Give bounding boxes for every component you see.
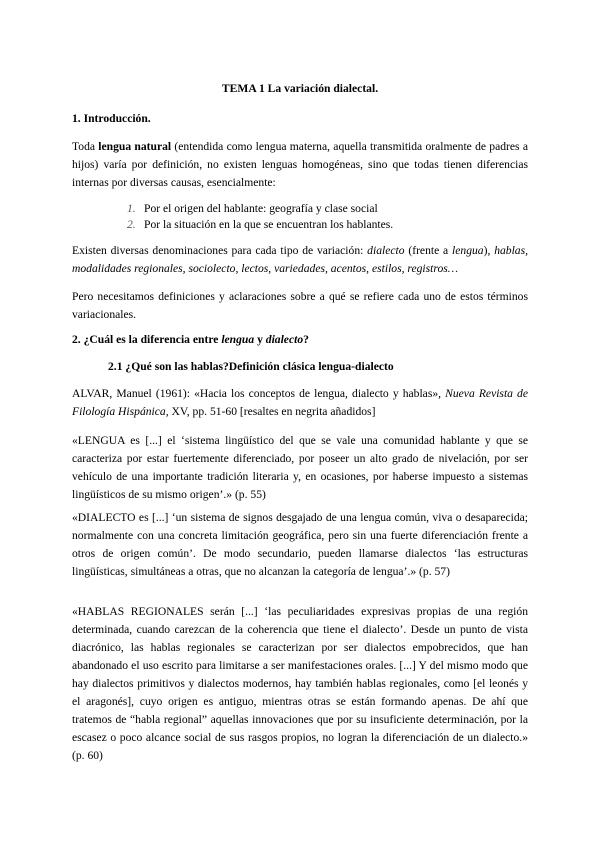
cause-item-2 xyxy=(127,216,393,233)
denominations-pre: Existen diversas denominaciones para cada tipo de variación: xyxy=(72,244,368,257)
quote-dialecto: «DIALECTO es [...] ‘un sistema de signos desgajado de una lengua común, viva o desaparecida; normalmente con una concreta limitación geográfica, pero sin una fuerte diferenciación frente a otros de origen común’. De modo secundario, pueden llamarse dialectos ‘las estructuras lingüísticas, simultáneas a otras, que no alcanzan la categoría de lengua’.» (p. 57) xyxy=(72,511,528,578)
cause-number-1: 1. xyxy=(127,202,136,215)
section-2-dialecto: dialecto xyxy=(265,333,304,346)
reference-post: , XV, pp. 51-60 [resaltes en negrita añadidos] xyxy=(165,405,376,418)
variation-terms-list: hablas, modalidades regionales, sociolecto, lectos, variedades, acentos, estilos, registros… xyxy=(72,244,529,275)
cause-number-2: 2. xyxy=(127,218,136,231)
reference-journal: Nueva Revista de Filología Hispánica xyxy=(72,387,528,418)
cause-text-2: Por la situación en la que se encuentran los hablantes. xyxy=(144,218,394,231)
reference-pre: ALVAR, Manuel (1961): «Hacia los conceptos de lengua, dialecto y hablas», xyxy=(72,387,446,400)
section-2-lengua: lengua xyxy=(221,333,255,346)
definitions-paragraph: Pero necesitamos definiciones y aclaraciones sobre a qué se refiere cada uno de estos términos variacionales. xyxy=(72,290,528,321)
document-title: TEMA 1 La variación dialectal. xyxy=(221,82,379,95)
section-2-1-heading: 2.1 ¿Qué son las hablas?Definición clásica lengua-dialecto xyxy=(108,360,394,373)
denominations-paragraph xyxy=(72,242,528,278)
quote-hablas-regionales: «HABLAS REGIONALES serán [...] ‘las peculiaridades expresivas propias de una región determinada, cuando carezcan de la coherencia que tiene el dialecto’. Desde un punto de vista diacrónico, las hablas regionales se caracterizan por ser dialectos empobrecidos, que han abandonado el uso escrito para limitarse a ser manifestaciones orales. [...] Y del mismo modo que hay dialectos primitivos y dialectos modernos, hay también hablas regionales, como [el leonés y el aragonés], cuyo origen es antiguo, mientras otras se están formando apenas. De ahí que tratemos de “habla regional” aquellas innovaciones que por su insuficiente determinación, por la escasez o poco alcance social de sus rasgos propios, no logran la diferenciación de un dialecto.» (p. 60) xyxy=(72,605,528,762)
section-2-post: ? xyxy=(303,333,309,346)
quote-lengua: «LENGUA es [...] el ‘sistema lingüístico del que se vale una comunidad hablante y que se caracteriza por estar fuertemente diferenciado, por poseer un alto grado de nivelación, por ser vehículo de una importante tradición literaria y, en ocasiones, por haberse impuesto a sistemas lingüísticos de su mismo origen’.» (p. 55) xyxy=(72,434,528,501)
cause-item-1 xyxy=(127,200,378,217)
term-dialecto: dialecto xyxy=(367,244,405,257)
intro-paragraph xyxy=(72,138,528,192)
intro-post: (entendida como lengua materna, aquella transmitida oralmente de padres a hijos) varía por definición, no existen lenguas homogéneas, sino que todas tienen diferencias internas por diversas causas, esencialmente: xyxy=(72,140,528,189)
section-2-heading xyxy=(72,331,528,349)
intro-pre: Toda xyxy=(72,140,99,153)
alvar-reference xyxy=(72,385,528,421)
denominations-mid: (frente a xyxy=(404,244,453,257)
section-1-heading: 1. Introducción. xyxy=(72,112,151,125)
section-2-pre: 2. ¿Cuál es la diferencia entre xyxy=(72,333,222,346)
term-lengua: lengua xyxy=(452,244,484,257)
section-2-mid: y xyxy=(254,333,266,346)
denominations-close: ), xyxy=(483,244,491,257)
intro-bold-term: lengua natural xyxy=(98,140,172,153)
cause-text-1: Por el origen del hablante: geografía y clase social xyxy=(144,202,378,215)
